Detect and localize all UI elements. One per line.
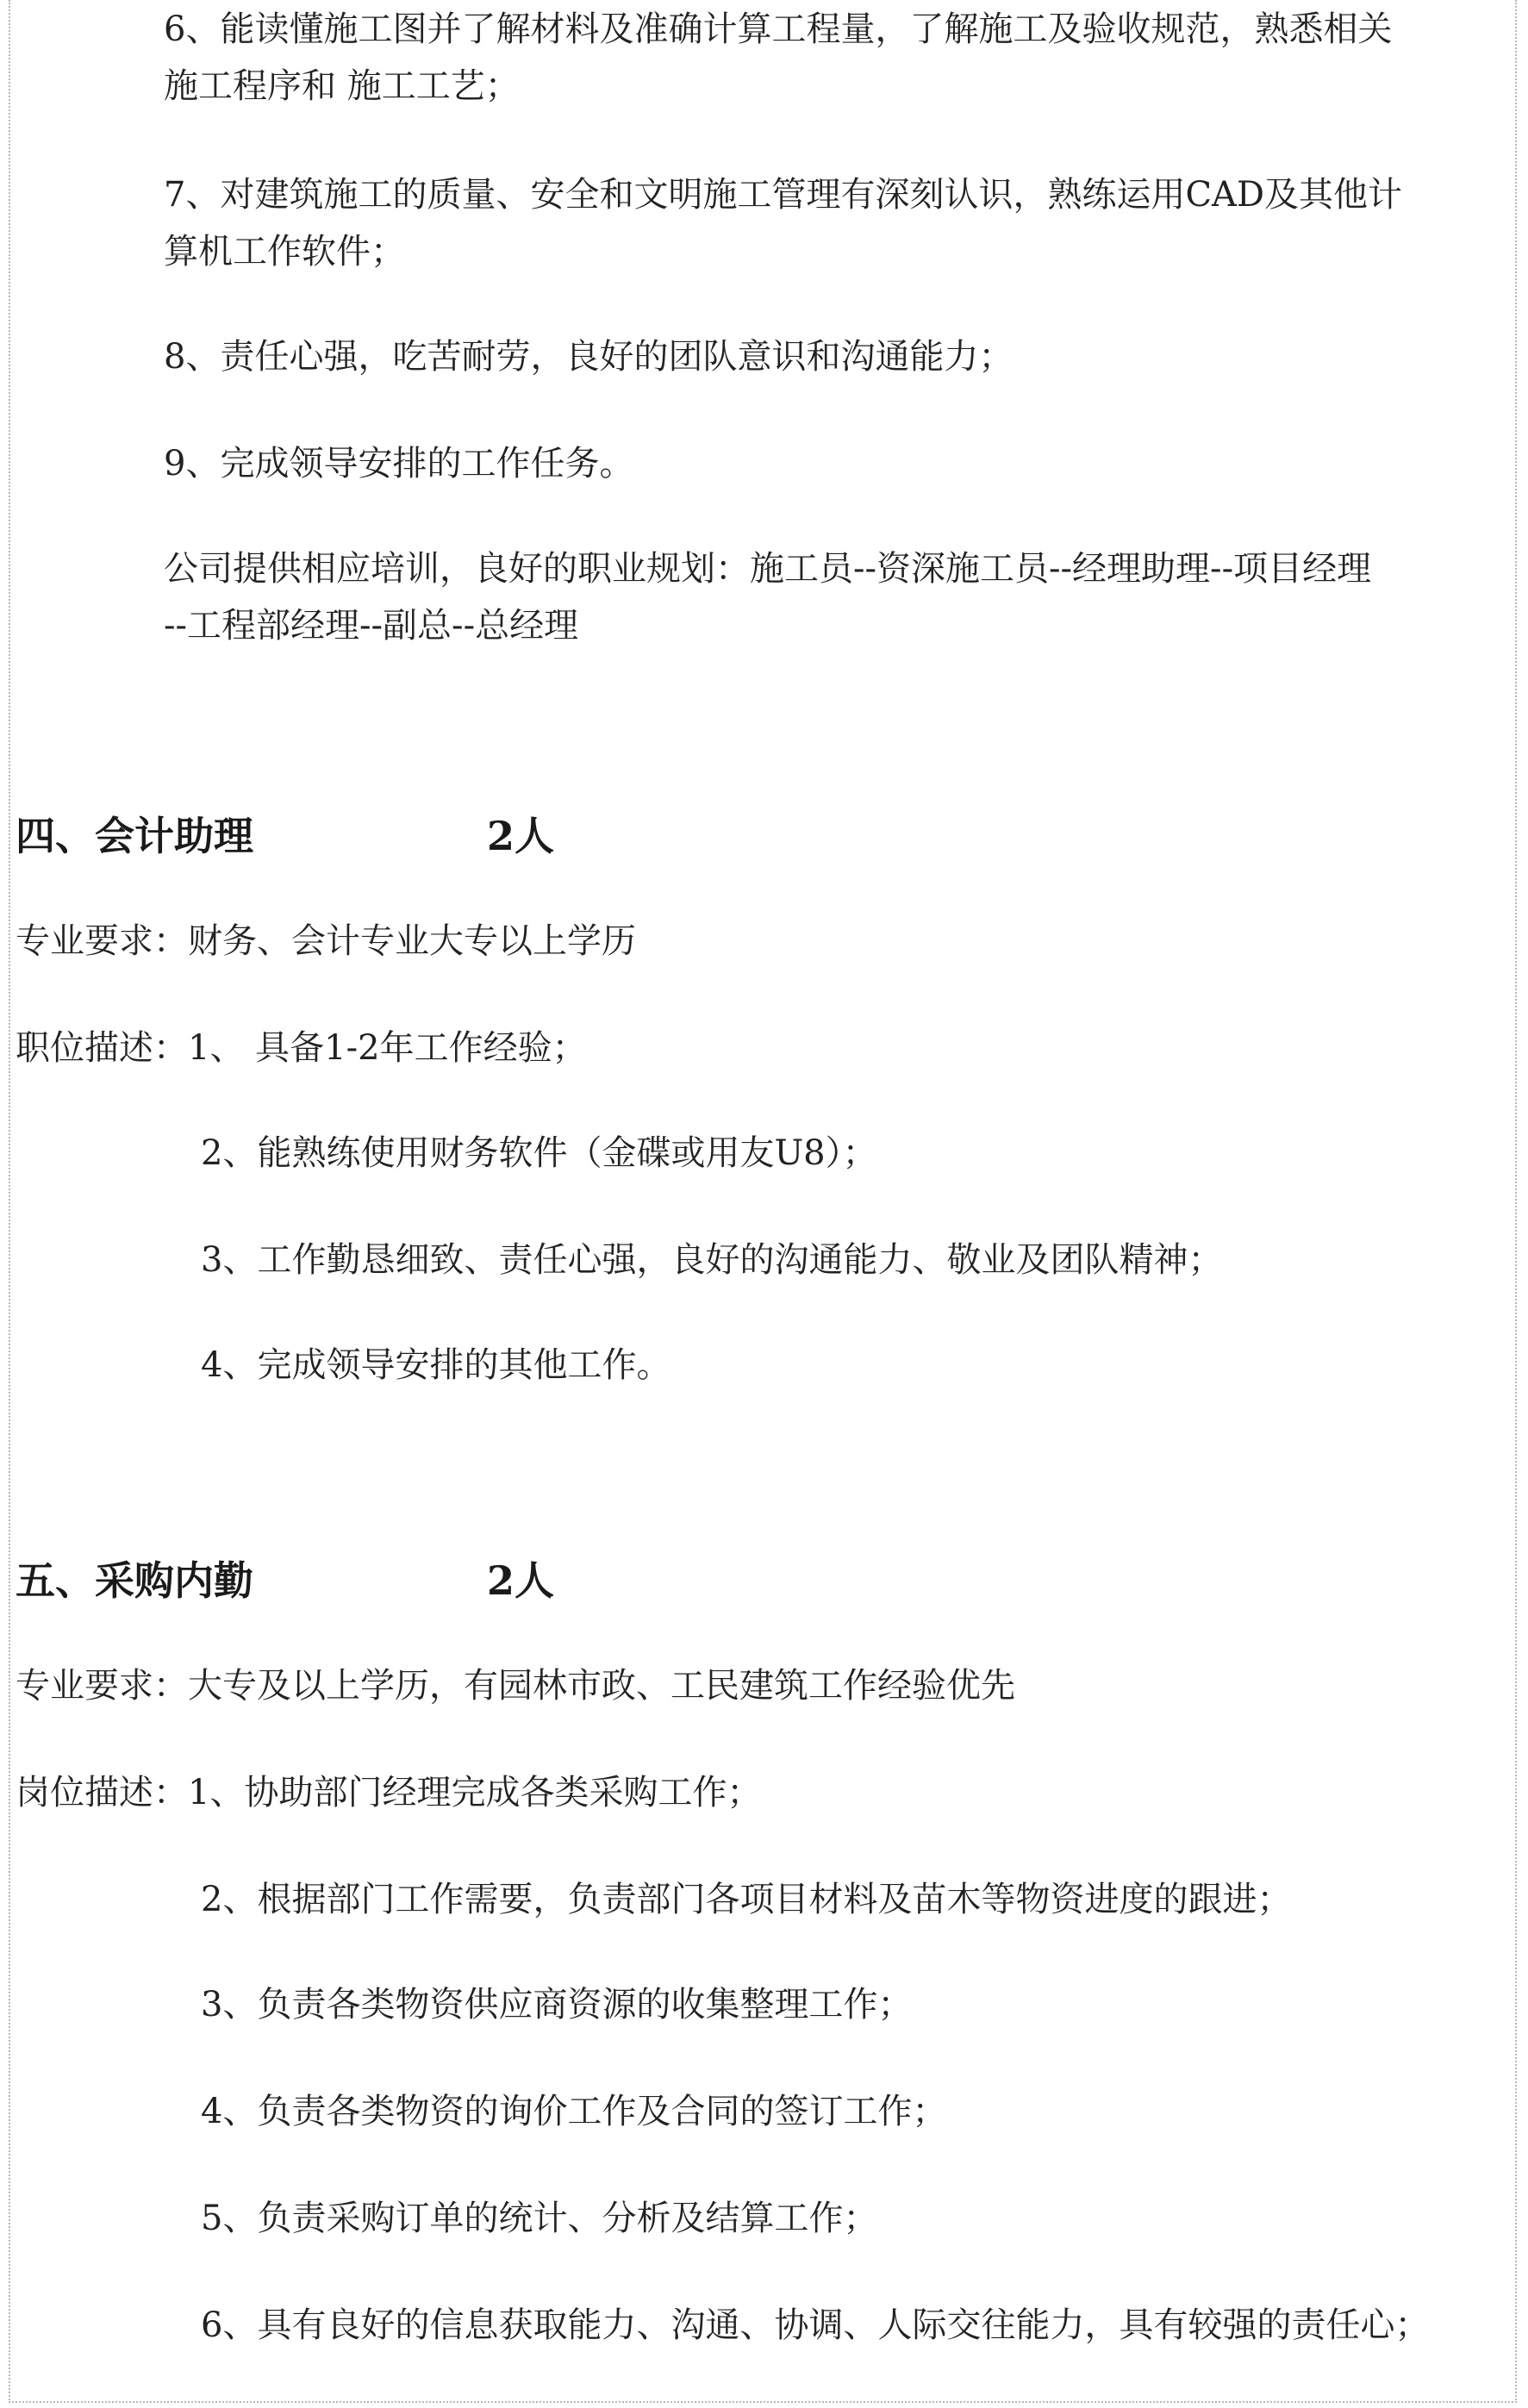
section-5-desc-item-2: 2、根据部门工作需要，负责部门各项目材料及苗木等物资进度的跟进；	[201, 1880, 1292, 1919]
section-4-desc-item-4: 4、完成领导安排的其他工作。	[201, 1345, 671, 1385]
section-5-desc-item-3: 3、负责各类物资供应商资源的收集整理工作；	[201, 1985, 913, 2024]
section-5-desc-item-1: 岗位描述：1、协助部门经理完成各类采购工作；	[16, 1773, 762, 1812]
section-4-headcount: 2人	[487, 813, 555, 859]
section-5-desc-item-6: 6、具有良好的信息获取能力、沟通、协调、人际交往能力，具有较强的责任心；	[201, 2305, 1430, 2345]
section-5-requirement: 专业要求：大专及以上学历，有园林市政、工民建筑工作经验优先	[16, 1666, 1015, 1706]
requirement-item-6-line-1: 6、能读懂施工图并了解材料及准确计算工程量，了解施工及验收规范，熟悉相关	[164, 9, 1393, 49]
career-path-line-2: --工程部经理--副总--总经理	[164, 606, 579, 646]
section-4-desc-item-1: 职位描述：1、 具备1-2年工作经验；	[16, 1028, 587, 1068]
requirement-item-6-line-2: 施工程序和 施工工艺；	[164, 66, 520, 106]
requirement-item-8: 8、责任心强，吃苦耐劳，良好的团队意识和沟通能力；	[164, 337, 1013, 377]
section-4-title: 四、会计助理	[16, 813, 253, 859]
section-5-headcount: 2人	[487, 1557, 555, 1604]
career-path-line-1: 公司提供相应培训，良好的职业规划：施工员--资深施工员--经理助理--项目经理	[164, 549, 1372, 589]
requirement-item-9: 9、完成领导安排的工作任务。	[164, 444, 634, 483]
section-4-requirement: 专业要求：财务、会计专业大专以上学历	[16, 921, 636, 961]
section-5-desc-item-4: 4、负责各类物资的询价工作及合同的签订工作；	[201, 2092, 947, 2131]
requirement-item-7-line-1: 7、对建筑施工的质量、安全和文明施工管理有深刻认识，熟练运用CAD及其他计	[164, 175, 1403, 215]
section-5-title: 五、采购内勤	[16, 1557, 253, 1604]
section-5-desc-item-5: 5、负责采购订单的统计、分析及结算工作；	[201, 2199, 878, 2238]
section-4-desc-item-2: 2、能熟练使用财务软件（金碟或用友U8）；	[201, 1133, 877, 1173]
section-4-desc-item-3: 3、工作勤恳细致、责任心强，良好的沟通能力、敬业及团队精神；	[201, 1240, 1223, 1280]
requirement-item-7-line-2: 算机工作软件；	[164, 232, 405, 271]
